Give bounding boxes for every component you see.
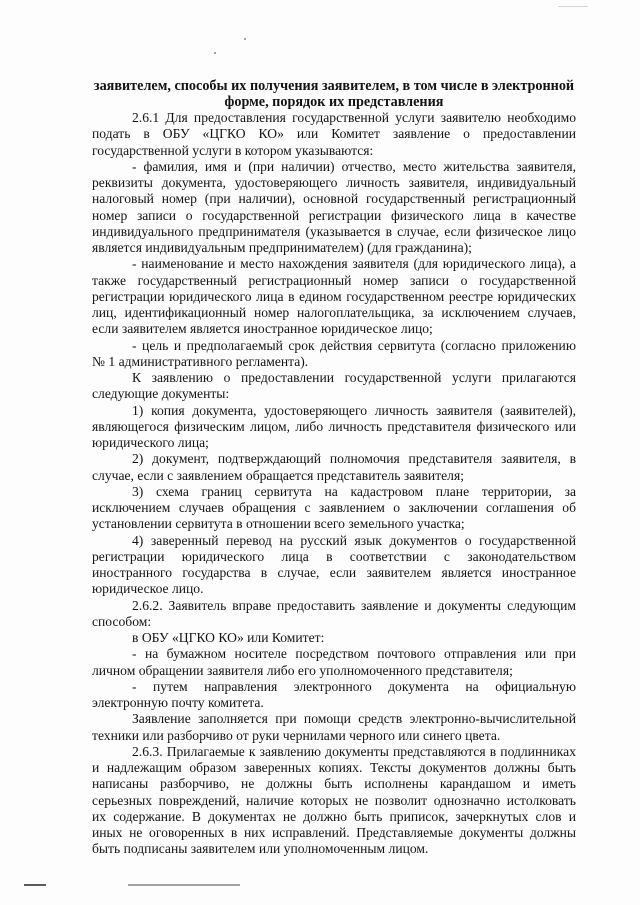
scan-speck [214, 52, 216, 54]
text-line: - наименование и место нахождения заявителя (для юридического лица), а [132, 256, 576, 272]
scan-artifact [128, 884, 240, 886]
text-line: и надлежащим образом заверенных копиях. Тексты документов должны быть [92, 760, 576, 775]
text-line: - на бумажном носителе посредством почтового отправления или при [132, 646, 576, 662]
text-line: следующие документы: [92, 386, 230, 402]
text-line: в ОБУ «ЦГКО КО» или Комитет: [132, 630, 325, 645]
text-line: 3) схема границ сервитута на кадастровом плане территории, за [132, 483, 576, 499]
text-line: юридического лица; [92, 435, 209, 450]
text-line: лиц, идентификационный номер налогоплательщика, за исключением случаев, [92, 305, 576, 320]
text-line: личном обращении заявителя либо его уполномоченного представителя; [92, 662, 513, 678]
text-line: быть подписаны заявителем или уполномоченным лицом. [92, 841, 429, 857]
text-line: регистрации юридического лица в соответствии с законодательством [92, 548, 576, 564]
scan-speck [558, 6, 588, 7]
text-line: индивидуального предпринимателя (указывается в случае, если физическое лицо [92, 223, 576, 239]
document-body [92, 110, 576, 858]
text-line: Заявление заполняется при помощи средств электронно-вычислительной [132, 711, 576, 727]
text-line: номер записи о государственной регистрации физического лица в качестве [92, 207, 576, 223]
text-line: иностранного государства в случае, если заявителем является иностранное [92, 565, 576, 580]
text-line: их содержание. В документах не должно быть приписок, зачеркнутых слов и [92, 808, 576, 824]
text-line: юридическое лицо. [92, 581, 204, 597]
text-line: реквизиты документа, удостоверяющего личность заявителя, индивидуальный [92, 175, 576, 190]
text-line: 1) копия документа, удостоверяющего личность заявителя (заявителей), [132, 402, 576, 418]
text-line: исключением случаев обращения с заявлением о заключении соглашения об [92, 500, 576, 515]
text-line: электронную почту комитета. [92, 695, 264, 710]
text-line: подать в ОБУ «ЦГКО КО» или Комитет заявление о предоставлении [92, 126, 576, 142]
heading-line: форме, порядок их представления [224, 94, 444, 110]
text-line: 2.6.3. Прилагаемые к заявлению документы представляются в подлинниках [132, 743, 576, 759]
text-line: является индивидуальным предпринимателем) (для гражданина); [92, 240, 472, 255]
text-line: регистрации юридического лица в едином государственном реестре юридических [92, 288, 576, 304]
text-line: установлении сервитута в отношении всего земельного участка; [92, 516, 465, 532]
text-line: являющегося физическим лицом, либо личность представителя физического или [92, 418, 576, 434]
section-heading [92, 78, 576, 110]
text-line: № 1 административного регламента). [92, 353, 309, 369]
text-line: также государственный регистрационный номер записи о государственной [92, 272, 576, 288]
text-line: налоговый номер (при наличии), основной государственный регистрационный [92, 191, 576, 207]
text-line: - фамилия, имя и (при наличии) отчество, место жительства заявителя, [132, 158, 576, 174]
text-line: К заявлению о предоставлении государственной услуги прилагаются [132, 370, 576, 385]
heading-line: заявителем, способы их получения заявителем, в том числе в электронной [93, 78, 575, 94]
text-line: 2) документ, подтверждающий полномочия представителя заявителя, в [132, 451, 576, 467]
text-line: - цель и предполагаемый срок действия сервитута (согласно приложению [132, 337, 576, 353]
text-line: - путем направления электронного документа на официальную [132, 678, 576, 694]
text-line: техники или разборчиво от руки чернилами черного или синего цвета. [92, 727, 501, 743]
text-line: иных не оговоренных в них исправлений. Представляемые документы должны [92, 825, 576, 840]
text-line: написаны разборчиво, не должны быть исполнены карандашом и иметь [92, 776, 576, 792]
text-line: государственной услуги в котором указываются: [92, 142, 374, 158]
text-line: если заявителем является иностранное юридическое лицо; [92, 321, 433, 337]
text-line: 2.6.1 Для предоставления государственной услуги заявителю необходимо [132, 110, 576, 125]
scan-artifact [24, 884, 46, 886]
text-line: серьезных повреждений, наличие которых не позволит однозначно истолковать [92, 792, 576, 808]
text-line: способом: [92, 613, 152, 629]
text-line: 4) заверенный перевод на русский язык документов о государственной [132, 532, 576, 548]
scan-speck [244, 38, 246, 40]
text-line: 2.6.2. Заявитель вправе предоставить заявление и документы следующим [132, 597, 576, 613]
text-line: случае, если с заявлением обращается представитель заявителя; [92, 467, 464, 483]
